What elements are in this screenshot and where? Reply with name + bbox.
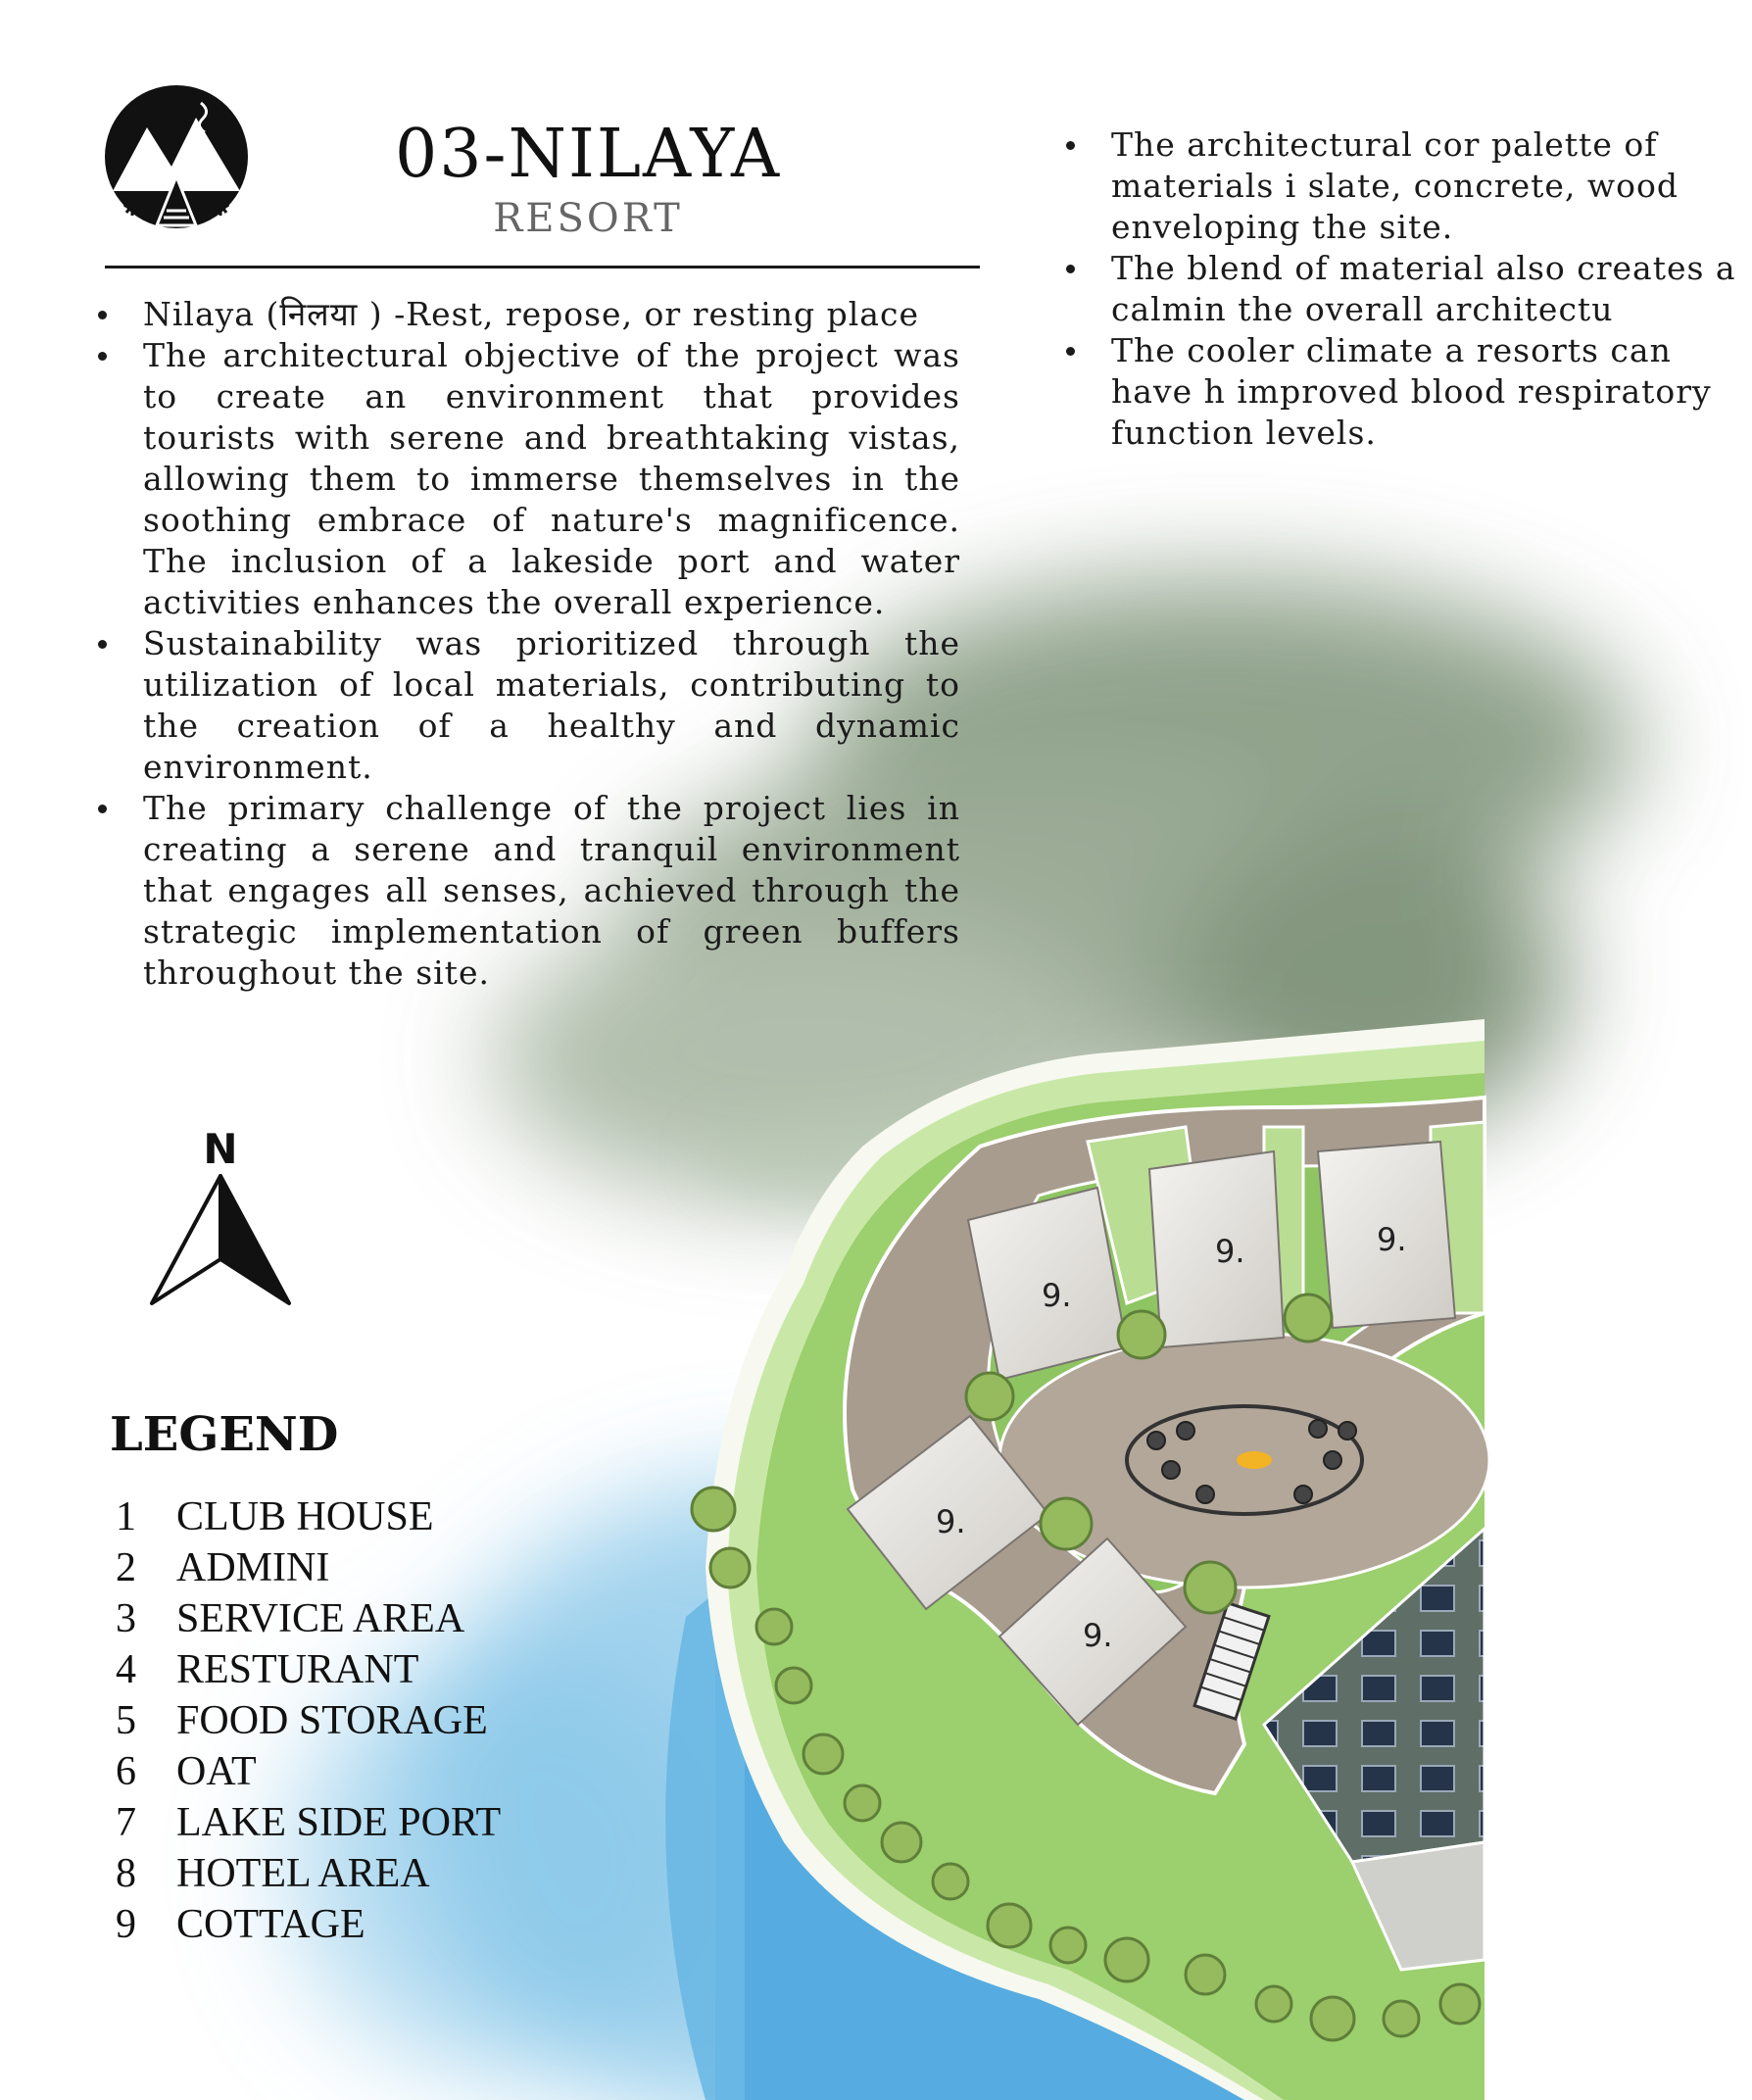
cottage-label: 9. <box>1042 1277 1072 1314</box>
legend-label: OAT <box>176 1749 257 1794</box>
description-bullets <box>98 294 960 994</box>
cottage-label: 9. <box>1083 1617 1113 1654</box>
legend-item <box>116 1593 501 1644</box>
legend-list <box>116 1491 501 1950</box>
bullet-item: The cooler climate a resorts can have h improved blood respiratory function levels. <box>1066 330 1752 454</box>
legend-item <box>116 1797 501 1848</box>
legend-label: HOTEL AREA <box>176 1851 430 1896</box>
legend-number: 7 <box>116 1800 136 1845</box>
page-subtitle: RESORT <box>493 196 683 241</box>
bullet-item: The architectural cor palette of materials i slate, concrete, wood enveloping the site. <box>1066 124 1752 248</box>
legend-label: CLUB HOUSE <box>176 1494 434 1539</box>
bullet-item: The primary challenge of the project lies in creating a serene and tranquil environment that engages all senses, achieved through the strategic implementation of green buffers throughout the site. <box>98 788 960 994</box>
legend-number: 2 <box>116 1545 136 1590</box>
cottage-label: 9. <box>1377 1221 1407 1258</box>
legend-item <box>116 1695 501 1746</box>
legend-number: 1 <box>116 1494 136 1539</box>
legend-item <box>116 1746 501 1797</box>
legend-item <box>116 1491 501 1542</box>
legend-label: COTTAGE <box>176 1902 365 1947</box>
title-divider <box>105 266 980 269</box>
cottage-label: 9. <box>1215 1233 1245 1270</box>
legend-number: 8 <box>116 1851 136 1896</box>
legend-label: SERVICE AREA <box>176 1596 465 1641</box>
legend-item <box>116 1848 501 1899</box>
legend-item <box>116 1542 501 1593</box>
legend-number: 9 <box>116 1902 136 1947</box>
north-arrow-icon <box>147 1122 294 1308</box>
legend-label: ADMINI <box>176 1545 330 1590</box>
legend-label: FOOD STORAGE <box>176 1698 488 1743</box>
cottage-label: 9. <box>936 1503 966 1540</box>
description-bullets-right <box>1066 124 1752 454</box>
bullet-item: Nilaya (निलया ) -Rest, repose, or resting place <box>98 294 960 335</box>
legend-title: LEGEND <box>110 1407 339 1462</box>
legend-label: LAKE SIDE PORT <box>176 1800 502 1845</box>
legend-number: 3 <box>116 1596 136 1641</box>
legend-label: RESTURANT <box>176 1647 419 1692</box>
bullet-item: The blend of material also creates a calmin the overall architectu <box>1066 248 1752 330</box>
legend-number: 5 <box>116 1698 136 1743</box>
north-label: N <box>203 1125 238 1173</box>
resort-logo-icon <box>103 83 250 230</box>
legend-item <box>116 1899 501 1950</box>
legend-item <box>116 1644 501 1695</box>
bullet-item: The architectural objective of the project was to create an environment that provides tourists with serene and breathtaking vistas, allowing them to immerse themselves in the soothing embrace of nature's magnificence. The inclusion of a lakeside port and water activities enhances the overall experience. <box>98 335 960 623</box>
bullet-item: Sustainability was prioritized through the utilization of local materials, contributing to the creation of a healthy and dynamic environment. <box>98 623 960 788</box>
legend-number: 4 <box>116 1647 136 1692</box>
legend-number: 6 <box>116 1749 136 1794</box>
page-title: 03-NILAYA <box>394 116 782 193</box>
